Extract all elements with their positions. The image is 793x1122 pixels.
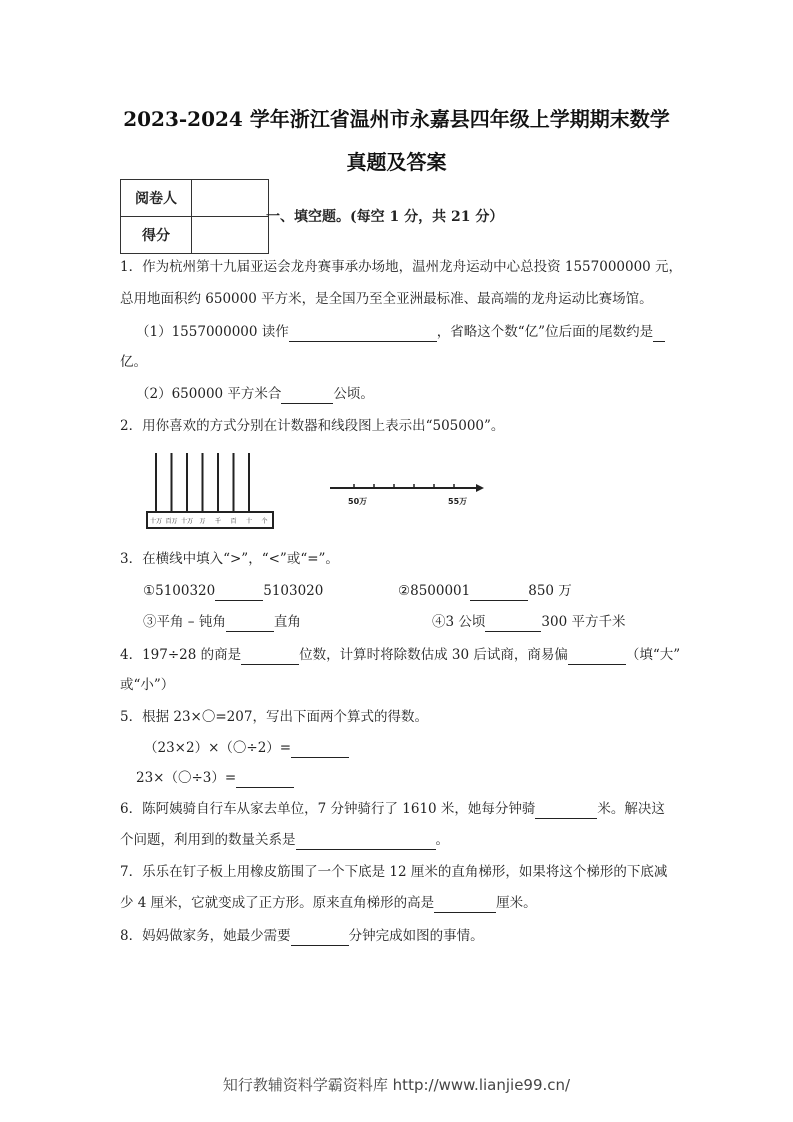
number-line-diagram[interactable] bbox=[330, 476, 486, 510]
q3-blank-a[interactable] bbox=[215, 584, 263, 601]
q3-a-left: ①5100320 bbox=[143, 583, 216, 599]
q5-expr1-text: （23×2）×（〇÷2）= bbox=[144, 740, 292, 756]
q1-part1-text-a: （1）1557000000 读作 bbox=[136, 324, 289, 340]
q1-blank-read[interactable] bbox=[289, 325, 437, 342]
q5-expr2-text: 23×（〇÷3）= bbox=[136, 770, 237, 786]
reviewer-label: 阅卷人 bbox=[121, 180, 192, 217]
abacus-labels bbox=[150, 517, 268, 525]
q1-line2: 总用地面积约 650000 平方米，是全国乃至全亚洲最标准、最高端的龙舟运动比赛场馆。 bbox=[120, 291, 653, 307]
q1-blank-hectare[interactable] bbox=[281, 387, 333, 404]
q1-line1: 1．作为杭州第十九届亚运会龙舟赛事承办场地，温州龙舟运动中心总投资 1557000000 元， bbox=[120, 259, 683, 275]
q5-expr1 bbox=[144, 738, 349, 758]
q8-blank-minutes[interactable] bbox=[291, 929, 349, 946]
q4-blank-digits[interactable] bbox=[241, 648, 299, 665]
q6-text-c: 个问题，利用到的数量关系是 bbox=[120, 832, 296, 848]
q5-blank-1[interactable] bbox=[291, 741, 349, 758]
q4-text-b: 位数，计算时将除数估成 30 后试商，商易偏 bbox=[299, 647, 568, 663]
q1-part1 bbox=[136, 322, 665, 342]
q6-line1 bbox=[120, 799, 665, 819]
q7-text-a: 少 4 厘米，它就变成了正方形。原来直角梯形的高是 bbox=[120, 895, 435, 911]
doc-title-line1: 2023-2024 学年浙江省温州市永嘉县四年级上学期期末数学 bbox=[123, 107, 670, 131]
q8-line1 bbox=[120, 926, 484, 946]
score-field[interactable] bbox=[192, 217, 269, 254]
score-label: 得分 bbox=[121, 217, 192, 254]
q6-text-b: 米。解决这 bbox=[597, 801, 665, 817]
q5-expr2 bbox=[136, 768, 294, 788]
q7-line1: 7．乐乐在钉子板上用橡皮筋围了一个下底是 12 厘米的直角梯形，如果将这个梯形的下底减 bbox=[120, 864, 668, 880]
q3-text: 3．在横线中填入“>”，“<”或“=”。 bbox=[120, 551, 339, 567]
number-line-arrow-icon bbox=[476, 484, 484, 492]
q1-part2-text-b: 公顷。 bbox=[333, 386, 374, 402]
q1-part2 bbox=[136, 384, 374, 404]
q3-c-left: ③平角 – 钝角 bbox=[143, 614, 226, 630]
q3-blank-d[interactable] bbox=[485, 615, 541, 632]
numline-label-55wan: 55万 bbox=[448, 497, 468, 506]
abacus-place-label: 十 bbox=[245, 518, 253, 525]
abacus-place-label: 百 bbox=[230, 518, 237, 525]
q5-blank-2[interactable] bbox=[236, 771, 294, 788]
q4-text-c: （填“大” bbox=[625, 647, 681, 663]
q1-part1-end: 亿。 bbox=[120, 354, 147, 370]
abacus-diagram[interactable] bbox=[146, 450, 276, 532]
section-title: 一、填空题。(每空 1 分，共 21 分） bbox=[266, 209, 504, 225]
abacus-place-label: 百万 bbox=[165, 518, 178, 525]
q4-line1 bbox=[120, 645, 680, 665]
q8-text-b: 分钟完成如图的事情。 bbox=[348, 928, 484, 944]
q6-blank-relation[interactable] bbox=[296, 833, 436, 850]
q1-blank-yi[interactable] bbox=[653, 325, 665, 342]
abacus-place-label: 十万 bbox=[149, 518, 163, 525]
abacus-rods bbox=[156, 453, 249, 512]
q3-blank-c[interactable] bbox=[226, 615, 274, 632]
q3-a-right: 5103020 bbox=[263, 583, 324, 599]
q3-b-left: ②8500001 bbox=[398, 583, 471, 599]
q6-line2 bbox=[120, 830, 449, 850]
abacus-place-label: 十万 bbox=[180, 518, 194, 525]
q7-blank-height[interactable] bbox=[434, 896, 496, 913]
q7-line2 bbox=[120, 893, 537, 913]
reviewer-field[interactable] bbox=[192, 180, 269, 217]
q6-text-a: 6．陈阿姨骑自行车从家去单位，7 分钟骑行了 1610 米，她每分钟骑 bbox=[120, 801, 536, 817]
q3-blank-b[interactable] bbox=[470, 584, 528, 601]
abacus-place-label: 千 bbox=[214, 518, 222, 525]
score-table bbox=[120, 179, 269, 254]
abacus-place-label: 个 bbox=[261, 518, 268, 525]
q3-item-b bbox=[398, 581, 572, 601]
q8-text-a: 8．妈妈做家务，她最少需要 bbox=[120, 928, 291, 944]
q3-d-left: ④3 公顷 bbox=[432, 614, 486, 630]
q4-text-a: 4．197÷28 的商是 bbox=[120, 647, 242, 663]
numline-label-50wan: 50万 bbox=[348, 497, 368, 506]
q4-line2: 或“小”） bbox=[120, 677, 175, 693]
q1-part2-text-a: （2）650000 平方米合 bbox=[136, 386, 282, 402]
q4-blank-bias[interactable] bbox=[568, 648, 626, 665]
q3-c-right: 直角 bbox=[273, 614, 301, 630]
q3-d-right: 300 平方千米 bbox=[541, 614, 626, 630]
q3-item-d bbox=[432, 612, 625, 632]
q2-text: 2．用你喜欢的方式分别在计数器和线段图上表示出“505000”。 bbox=[120, 418, 505, 434]
q5-text: 5．根据 23×〇=207，写出下面两个算式的得数。 bbox=[120, 709, 428, 725]
q3-item-a bbox=[143, 581, 323, 601]
q3-item-c bbox=[143, 612, 301, 632]
q7-text-b: 厘米。 bbox=[496, 895, 537, 911]
q6-text-d: 。 bbox=[435, 832, 449, 848]
q6-blank-speed[interactable] bbox=[535, 802, 597, 819]
footer-watermark: 知行教辅资料学霸资料库 http://www.lianjie99.cn/ bbox=[222, 1076, 571, 1094]
doc-title-line2: 真题及答案 bbox=[346, 150, 447, 174]
q1-part1-text-b: ，省略这个数“亿”位后面的尾数约是 bbox=[436, 324, 654, 340]
abacus-place-label: 万 bbox=[199, 518, 206, 525]
q3-b-right: 850 万 bbox=[528, 583, 572, 599]
